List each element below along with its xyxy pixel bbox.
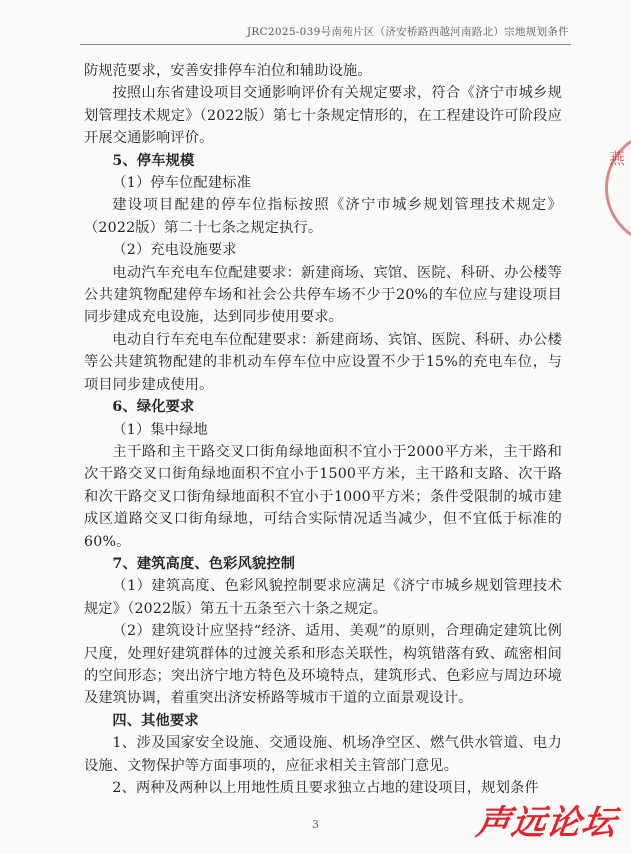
section-heading: 6、绿化要求 <box>112 399 195 416</box>
paragraph: 建设项目配建的停车位指标按照《济宁市城乡规划管理技术规定》（2022版）第二十七条之规定执行。 <box>84 197 562 236</box>
official-seal <box>601 130 631 250</box>
paragraph: 按照山东省建设项目交通影响评价有关规定要求，符合《济宁市城乡规划管理技术规定》（2022版）第七十条规定情形的，在工程建设许可阶段应开展交通影响评价。 <box>84 85 562 147</box>
paragraph: 防规范要求，安善安排停车泊位和辅助设施。 <box>84 63 372 79</box>
paragraph: 主干路和主干路交叉口街角绿地面积不宜小于2000平方米，主干路和次干路交叉口街角绿地面积不宜小于1500平方米，主干路和支路、次干路和次干路交叉口街角绿地面积不宜小于1000平方米；条件受限制的城市建成区道路交叉口街角绿地，可结合实际情况适当减少，但不宜低于标准的60%。 <box>84 443 562 550</box>
subsection-heading: （1）集中绿地 <box>112 421 208 438</box>
paragraph: 电动汽车充电车位配建要求：新建商场、宾馆、医院、科研、办公楼等公共建筑物配建停车场和社会公共停车场不少于20%的车位应与建设项目同步建成充电设施，达到同步使用要求。 <box>84 264 562 326</box>
document-body <box>84 60 562 799</box>
subsection-heading: （1）停车位配建标准 <box>112 175 252 192</box>
paragraph: 电动自行车充电车位配建要求：新建商场、宾馆、医院、科研、办公楼等公共建筑物配建的非机动车停车位中应设置不少于15%的充电车位，与项目同步建成使用。 <box>84 331 562 393</box>
page-header: JRC2025-039号南苑片区（济安桥路西越河南路北）宗地规划条件 <box>246 26 569 38</box>
paragraph: （2）建筑设计应坚持“经济、适用、美观”的原则，合理确定建筑比例尺度，处理好建筑群体的过渡关系和形态关联性，构筑错落有致、疏密相间的空间形态；突出济宁地方特色及环境特点，建筑形式、色彩应与周边环境及建筑协调，着重突出济安桥路等城市干道的立面景观设计。 <box>84 623 562 707</box>
chapter-heading: 四、其他要求 <box>112 712 199 729</box>
forum-watermark: 声远论坛 <box>473 803 620 843</box>
section-heading: 7、建筑高度、色彩风貌控制 <box>112 555 296 572</box>
section-heading: 5、停车规模 <box>112 152 195 169</box>
header-rule <box>80 44 571 45</box>
seal-text: 燕 <box>609 149 626 168</box>
paragraph: 2、两种及两种以上用地性质且要求独立占地的建设项目，规划条件 <box>112 780 539 796</box>
page-number: 3 <box>312 818 319 831</box>
paragraph: （1）建筑高度、色彩风貌控制要求应满足《济宁市城乡规划管理技术规定》（2022版）第五十五条至六十条之规定。 <box>84 578 562 617</box>
paragraph: 1、涉及国家安全设施、交通设施、机场净空区、燃气供水管道、电力设施、文物保护等方面事项的，应征求相关主管部门意见。 <box>84 735 562 774</box>
subsection-heading: （2）充电设施要求 <box>112 242 237 259</box>
